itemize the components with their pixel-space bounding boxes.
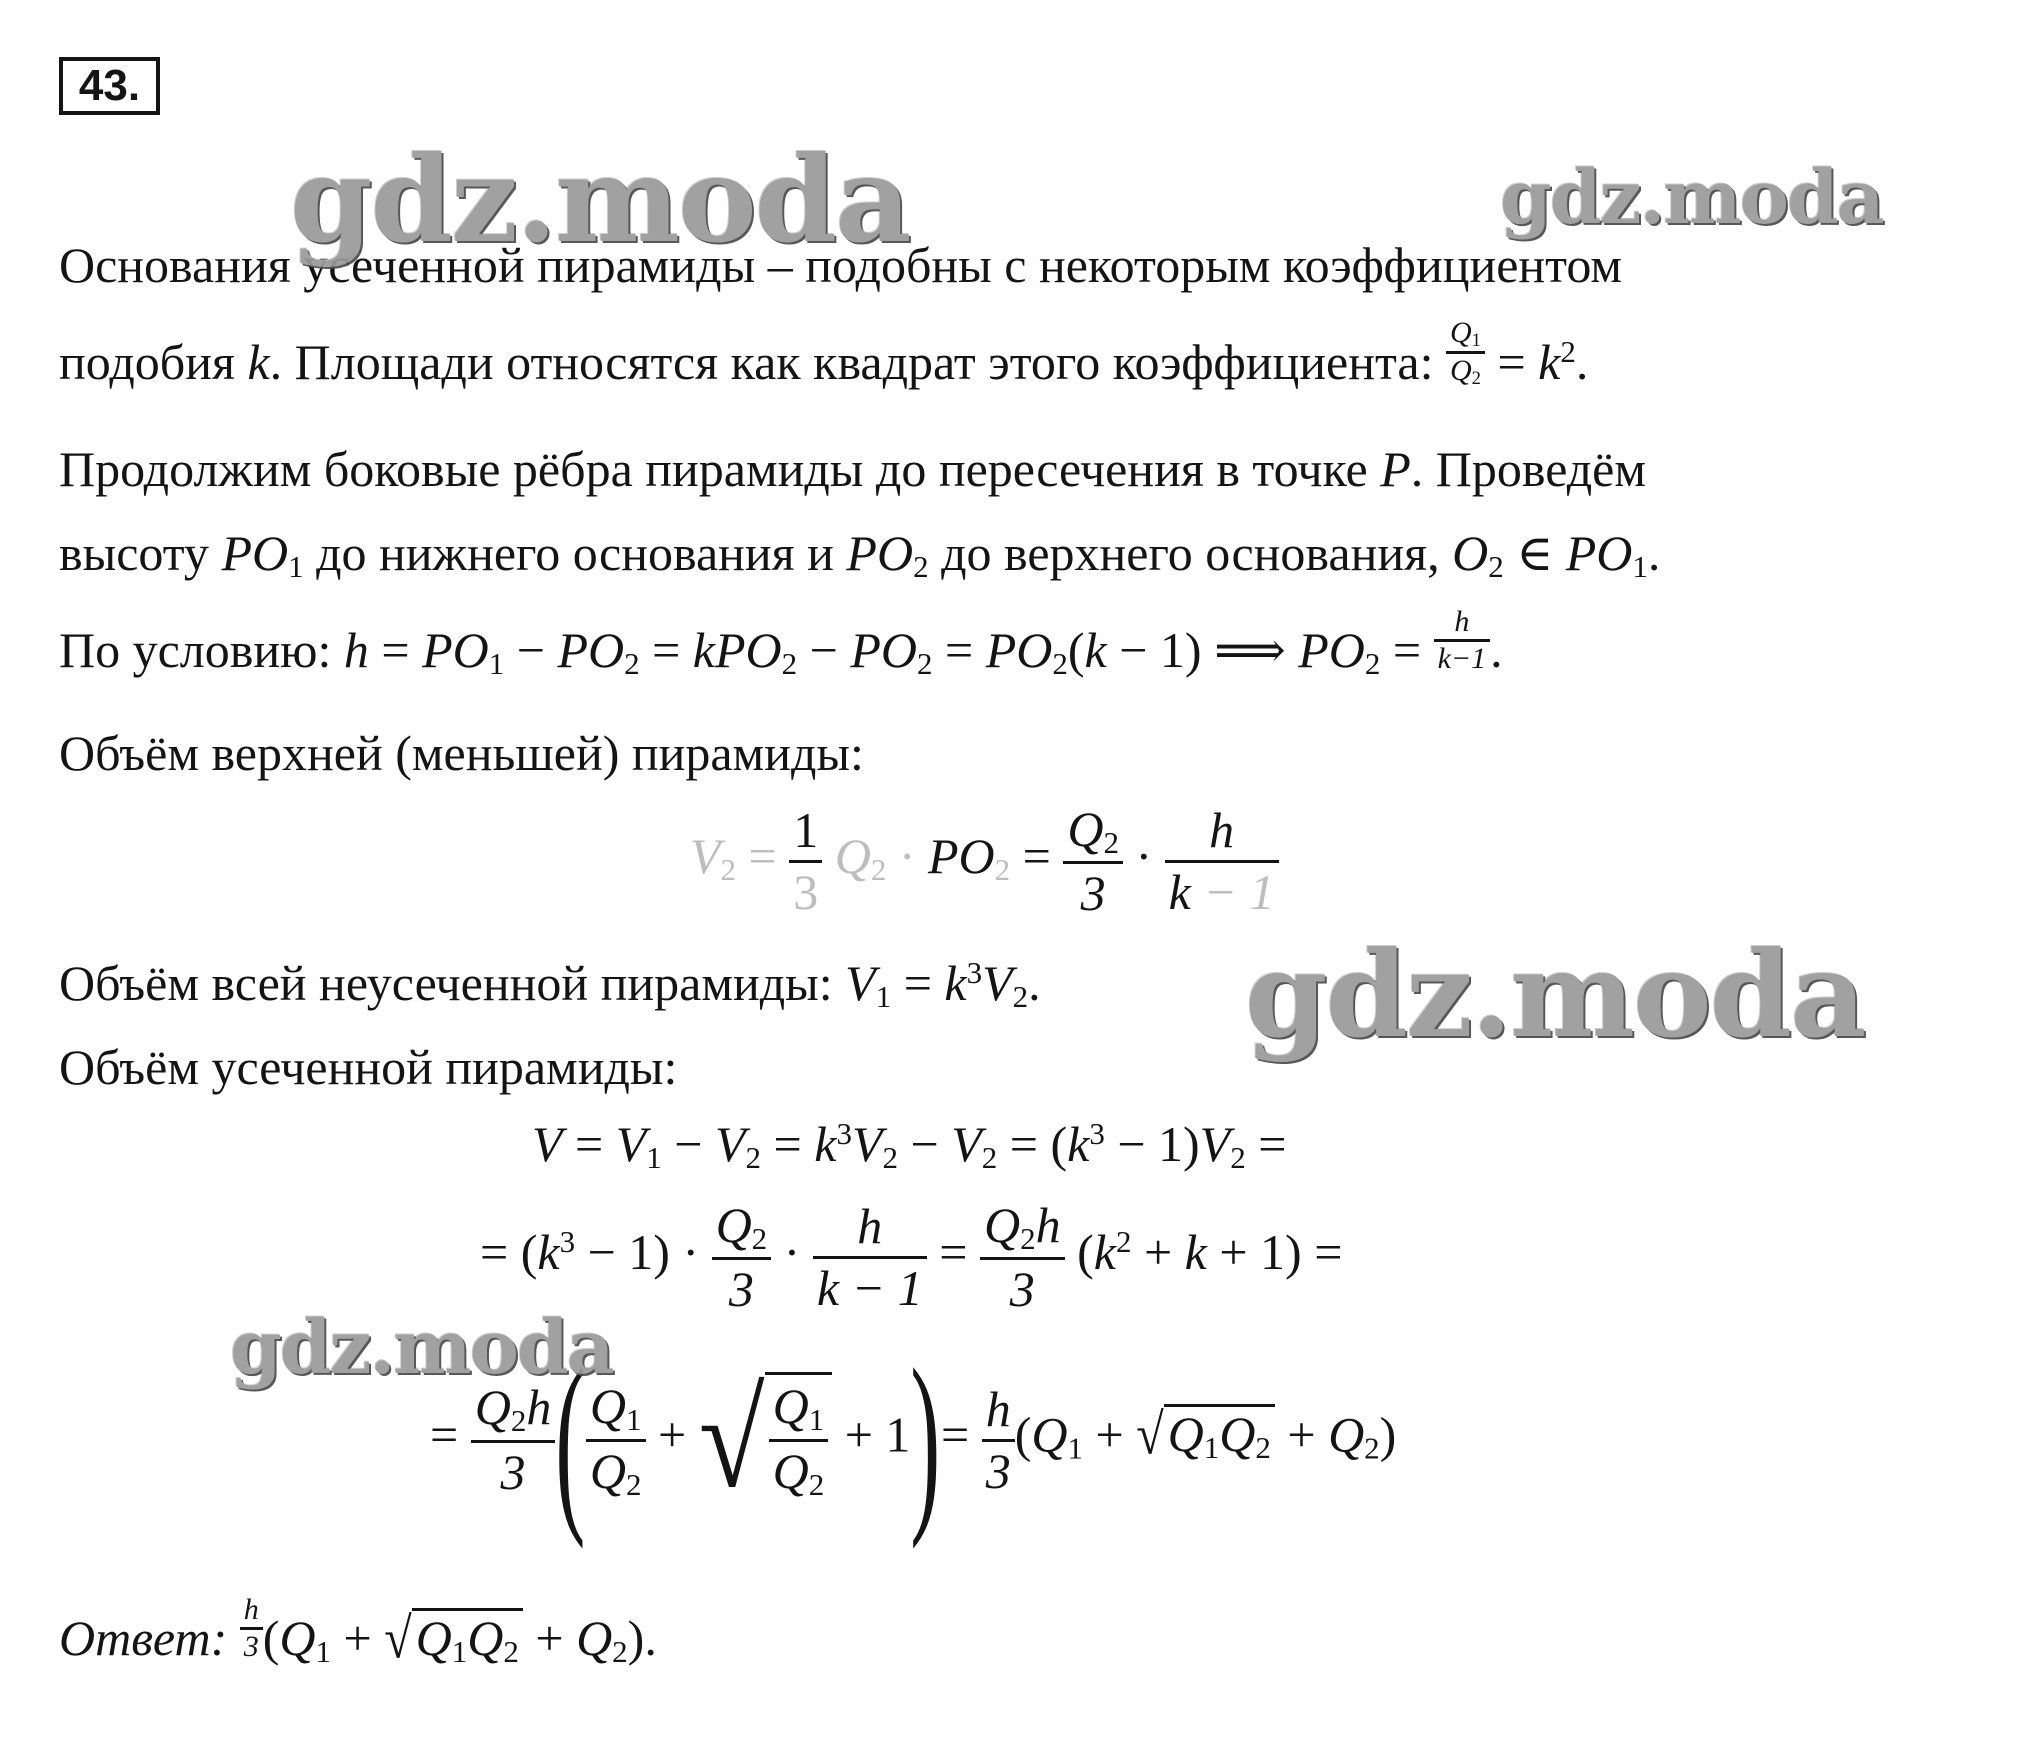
paragraph-1-line-1: Основания усеченной пирамиды – подобны с некоторым коэффициентом	[59, 237, 1623, 293]
watermark-3: gdz.moda	[1245, 925, 1865, 1064]
answer: Ответ: $\frac{h}{3}$ $(Q_1 + √Q_1Q_2 + Q_2)$.	[59, 1592, 657, 1671]
paragraph-3: По условию: $h = PO_1 - PO_2 = kPO_2 - PO_2 = PO_2(k - 1)$ ⟹ $PO_2$ = $\frac{h}{k-1}$ .	[59, 604, 1503, 681]
answer-label: Ответ:	[59, 1610, 228, 1666]
paragraph-2-line-1-a: Продолжим боковые рёбра пирамиды до пересечения в точке	[59, 441, 1368, 497]
formula-v-line-3: = $\frac{Q_2h}{3}$ ( $\frac{Q_1}{Q_2}$ + √ $\frac{Q_1}{Q_2}$ + 1)= $\frac{h}{3}$ $(Q_1 + √Q_1Q_2 + Q_2)$	[430, 1329, 1397, 1550]
formula-v-line-1: $V = V_1 - V_2 = k^3V_2 - V_2 = (k^3 - 1)V_2$ =	[532, 1116, 1287, 1175]
formula-v-line-2: = $(k^3 - 1)$ · $\frac{Q_2}{3}$ · $\frac{h}{k - 1}$ = $\frac{Q_2h}{3}$ $(k^2 + k + 1)$ =	[480, 1197, 1343, 1318]
paragraph-5: Объём всей неусеченной пирамиды: $V_1 = k^3V_2$.	[59, 955, 1041, 1014]
paragraph-1-line-2: подобия k. Площади относятся как квадрат этого коэффициента: $\frac{Q_1}{Q_2}$ = $k^2$.	[59, 315, 1589, 391]
paragraph-1-line-2-b: . Площади относятся как квадрат этого коэффициента:	[269, 334, 1434, 391]
formula-v2: $V_2$ = $\frac{1}{3}$ $Q_2 \cdot PO_2$ = $\frac{Q_2}{3}$ · $\frac{h}{k - 1}$	[690, 800, 1279, 923]
paragraph-5-label: Объём всей неусеченной пирамиды:	[59, 955, 833, 1012]
paragraph-2-line-2-a: высоту	[59, 525, 209, 581]
paragraph-2-line-2-b: до нижнего основания и	[316, 525, 834, 581]
watermark-1: gdz.moda	[290, 130, 910, 269]
paragraph-6-label: Объём усеченной пирамиды:	[59, 1039, 678, 1095]
paragraph-3-label: По условию:	[59, 622, 332, 678]
watermark-2: gdz.moda	[1500, 155, 1883, 241]
problem-number: 43.	[59, 57, 160, 115]
paragraph-2-line-1-b: . Проведём	[1410, 441, 1646, 497]
paragraph-2-line-1: Продолжим боковые рёбра пирамиды до пересечения в точке P. Проведём	[59, 441, 1646, 497]
paragraph-4-label: Объём верхней (меньшей) пирамиды:	[59, 725, 864, 781]
watermark-4: gdz.moda	[230, 1305, 613, 1391]
paragraph-1-line-2-a: подобия	[59, 334, 235, 391]
paragraph-2-line-2: высоту $PO_1$ до нижнего основания и $PO_2$ до верхнего основания, $O_2$ ∈ $PO_1$.	[59, 525, 1661, 584]
paragraph-2-line-2-c: до верхнего основания,	[941, 525, 1440, 581]
